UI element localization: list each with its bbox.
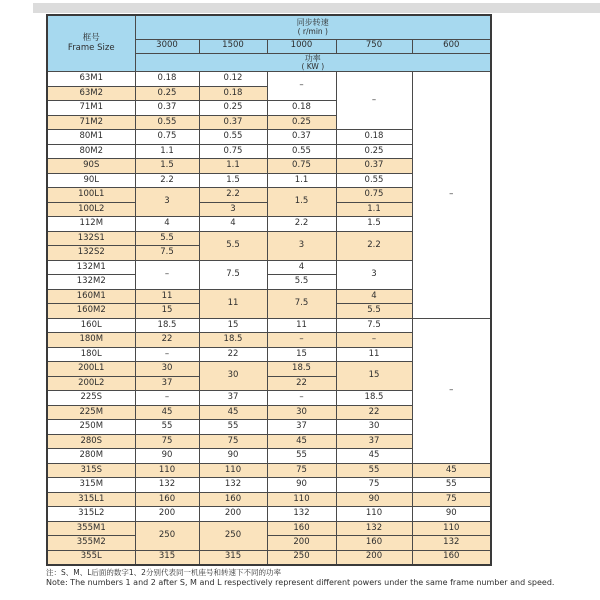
table-row [47, 492, 491, 507]
power-value-cell: 2.2 [199, 188, 267, 203]
table-body [47, 72, 491, 565]
power-value-cell: – [412, 318, 491, 463]
power-value-cell: – [135, 347, 199, 362]
power-value-cell: 5.5 [135, 231, 199, 246]
power-value-cell: 45 [412, 463, 491, 478]
power-value-cell: 132 [267, 507, 336, 522]
frame-size-cell: 100L1 [47, 188, 135, 203]
power-value-cell: 18.5 [267, 362, 336, 377]
frame-size-cell: 90L [47, 173, 135, 188]
power-value-cell: 3 [267, 231, 336, 260]
power-value-cell: 75 [412, 492, 491, 507]
power-value-cell: 0.37 [336, 159, 412, 174]
power-value-cell: 4 [199, 217, 267, 232]
power-value-cell: 0.55 [199, 130, 267, 145]
power-value-cell: 200 [336, 550, 412, 565]
frame-size-cell: 200L1 [47, 362, 135, 377]
frame-size-cell: 250M [47, 420, 135, 435]
power-value-cell: 0.12 [199, 72, 267, 87]
power-value-cell: 250 [135, 521, 199, 550]
power-value-cell: 11 [336, 347, 412, 362]
page-top-strip [33, 3, 600, 13]
frame-size-cell: 280S [47, 434, 135, 449]
power-value-cell: 75 [267, 463, 336, 478]
power-value-cell: 250 [199, 521, 267, 550]
power-value-cell: 90 [412, 507, 491, 522]
power-value-cell: 160 [336, 536, 412, 551]
power-header-zh: 功率 [304, 53, 321, 63]
table-header [47, 15, 491, 72]
power-value-cell: 3 [199, 202, 267, 217]
power-value-cell: 22 [199, 347, 267, 362]
power-value-cell: 1.1 [135, 144, 199, 159]
power-value-cell: 1.5 [267, 188, 336, 217]
note-english: Note: The numbers 1 and 2 after S, M and L respectively represent different powers under the same frame number and speed. [46, 578, 555, 587]
power-value-cell: 1.5 [199, 173, 267, 188]
power-value-cell: 55 [267, 449, 336, 464]
power-value-cell: 90 [267, 478, 336, 493]
power-value-cell: 37 [135, 376, 199, 391]
power-value-cell: 160 [267, 521, 336, 536]
power-value-cell: 90 [199, 449, 267, 464]
power-value-cell: 55 [135, 420, 199, 435]
frame-size-cell: 315S [47, 463, 135, 478]
power-value-cell: 0.37 [135, 101, 199, 116]
frame-size-column-header [47, 15, 135, 72]
speed-header-unit: ( r/min ) [297, 26, 328, 36]
power-value-cell: – [267, 391, 336, 406]
power-value-cell: 30 [336, 420, 412, 435]
power-value-cell: – [336, 72, 412, 130]
power-value-cell: 200 [199, 507, 267, 522]
frame-size-cell: 315L2 [47, 507, 135, 522]
power-value-cell: – [267, 72, 336, 101]
power-value-cell: 110 [199, 463, 267, 478]
power-value-cell: – [267, 333, 336, 348]
power-header-unit: ( KW ) [301, 61, 325, 71]
table-notes [46, 568, 586, 588]
power-value-cell: 37 [267, 420, 336, 435]
power-value-cell: 5.5 [336, 304, 412, 319]
power-value-cell: 4 [336, 289, 412, 304]
power-value-cell: 1.1 [267, 173, 336, 188]
power-value-cell: 160 [412, 550, 491, 565]
speed-column-header: 600 [412, 39, 491, 53]
frame-size-cell: 180L [47, 347, 135, 362]
frame-size-cell: 132S1 [47, 231, 135, 246]
power-value-cell: 18.5 [199, 333, 267, 348]
frame-size-cell: 315M [47, 478, 135, 493]
motor-power-spec-table [46, 14, 492, 566]
power-value-cell: 315 [199, 550, 267, 565]
table-row [47, 550, 491, 565]
frame-size-cell: 112M [47, 217, 135, 232]
power-value-cell: 0.25 [336, 144, 412, 159]
power-value-cell: 2.2 [267, 217, 336, 232]
power-value-cell: 315 [135, 550, 199, 565]
power-value-cell: 0.55 [336, 173, 412, 188]
power-value-cell: 15 [267, 347, 336, 362]
power-value-cell: 5.5 [199, 231, 267, 260]
frame-size-cell: 160M2 [47, 304, 135, 319]
power-value-cell: 0.75 [135, 130, 199, 145]
power-value-cell: 37 [199, 391, 267, 406]
power-value-cell: 11 [267, 318, 336, 333]
power-value-cell: 45 [199, 405, 267, 420]
power-value-cell: 15 [199, 318, 267, 333]
power-value-cell: 132 [336, 521, 412, 536]
power-value-cell: 0.18 [267, 101, 336, 116]
frame-size-cell: 200L2 [47, 376, 135, 391]
power-value-cell: 3 [135, 188, 199, 217]
power-value-cell: 110 [336, 507, 412, 522]
frame-size-cell: 90S [47, 159, 135, 174]
power-value-cell: 11 [135, 289, 199, 304]
speed-column-header: 1500 [199, 39, 267, 53]
power-value-cell: 1.5 [135, 159, 199, 174]
power-value-cell: 110 [412, 521, 491, 536]
power-value-cell: 37 [336, 434, 412, 449]
table-row [47, 536, 491, 551]
power-value-cell: 0.18 [135, 72, 199, 87]
power-value-cell: 45 [336, 449, 412, 464]
power-value-cell: 18.5 [336, 391, 412, 406]
frame-size-cell: 315L1 [47, 492, 135, 507]
power-header [135, 53, 491, 72]
power-value-cell: 132 [135, 478, 199, 493]
power-value-cell: 45 [135, 405, 199, 420]
power-value-cell: 4 [135, 217, 199, 232]
power-value-cell: 55 [336, 463, 412, 478]
power-value-cell: 55 [199, 420, 267, 435]
power-value-cell: 200 [267, 536, 336, 551]
power-value-cell: 2.2 [336, 231, 412, 260]
power-value-cell: – [135, 260, 199, 289]
frame-size-cell: 80M2 [47, 144, 135, 159]
power-value-cell: 11 [199, 289, 267, 318]
table-row [47, 507, 491, 522]
frame-size-cell: 63M1 [47, 72, 135, 87]
frame-size-cell: 71M1 [47, 101, 135, 116]
table-row [47, 318, 491, 333]
frame-size-cell: 132M2 [47, 275, 135, 290]
power-value-cell: 0.75 [267, 159, 336, 174]
power-value-cell: 75 [336, 478, 412, 493]
power-value-cell: 0.37 [199, 115, 267, 130]
power-value-cell: 4 [267, 260, 336, 275]
frame-size-cell: 355M1 [47, 521, 135, 536]
frame-header-zh: 框号 [82, 32, 100, 43]
power-value-cell: – [336, 333, 412, 348]
frame-size-cell: 280M [47, 449, 135, 464]
table-row [47, 463, 491, 478]
power-value-cell: 160 [135, 492, 199, 507]
power-value-cell: 0.25 [135, 86, 199, 101]
power-value-cell: 0.75 [336, 188, 412, 203]
frame-size-cell: 132M1 [47, 260, 135, 275]
frame-size-cell: 355M2 [47, 536, 135, 551]
power-value-cell: 200 [135, 507, 199, 522]
frame-size-cell: 71M2 [47, 115, 135, 130]
frame-size-cell: 180M [47, 333, 135, 348]
speed-column-header: 3000 [135, 39, 199, 53]
power-value-cell: 15 [135, 304, 199, 319]
frame-header-en: Frame Size [67, 42, 115, 53]
power-value-cell: 75 [135, 434, 199, 449]
power-value-cell: 7.5 [336, 318, 412, 333]
power-value-cell: 1.5 [336, 217, 412, 232]
frame-size-cell: 63M2 [47, 86, 135, 101]
power-value-cell: 45 [267, 434, 336, 449]
speed-column-header: 750 [336, 39, 412, 53]
table-row [47, 521, 491, 536]
power-value-cell: 2.2 [135, 173, 199, 188]
power-value-cell: 7.5 [267, 289, 336, 318]
power-value-cell: 90 [336, 492, 412, 507]
header-row-speed-title [47, 15, 491, 39]
frame-size-cell: 100L2 [47, 202, 135, 217]
power-value-cell: 15 [336, 362, 412, 391]
power-value-cell: 5.5 [267, 275, 336, 290]
power-value-cell: – [412, 72, 491, 319]
power-value-cell: 160 [199, 492, 267, 507]
note-chinese: 注：S、M、L后面的数字1、2分别代表同一机座号和转速下不同的功率 [46, 568, 281, 577]
power-value-cell: 22 [336, 405, 412, 420]
speed-header-zh: 同步转速 [296, 18, 329, 28]
power-value-cell: 110 [267, 492, 336, 507]
power-value-cell: 250 [267, 550, 336, 565]
power-value-cell: 0.18 [199, 86, 267, 101]
power-value-cell: 30 [135, 362, 199, 377]
power-value-cell: 110 [135, 463, 199, 478]
frame-size-cell: 80M1 [47, 130, 135, 145]
power-value-cell: 0.55 [267, 144, 336, 159]
power-value-cell: 75 [199, 434, 267, 449]
power-value-cell: 90 [135, 449, 199, 464]
frame-size-cell: 225S [47, 391, 135, 406]
power-value-cell: 7.5 [135, 246, 199, 261]
frame-size-cell: 132S2 [47, 246, 135, 261]
power-value-cell: 22 [135, 333, 199, 348]
power-value-cell: 1.1 [336, 202, 412, 217]
power-value-cell: 30 [267, 405, 336, 420]
power-value-cell: 0.18 [336, 130, 412, 145]
power-value-cell: 7.5 [199, 260, 267, 289]
frame-size-cell: 225M [47, 405, 135, 420]
power-value-cell: 55 [412, 478, 491, 493]
power-value-cell: 0.37 [267, 130, 336, 145]
power-value-cell: 0.25 [199, 101, 267, 116]
power-value-cell: 30 [199, 362, 267, 391]
frame-size-cell: 160L [47, 318, 135, 333]
frame-size-cell: 355L [47, 550, 135, 565]
power-value-cell: 0.75 [199, 144, 267, 159]
power-value-cell: 1.1 [199, 159, 267, 174]
synchronous-speed-header [135, 15, 491, 39]
power-value-cell: 3 [336, 260, 412, 289]
table-row [47, 72, 491, 87]
frame-size-cell: 160M1 [47, 289, 135, 304]
table-row [47, 478, 491, 493]
power-value-cell: 22 [267, 376, 336, 391]
power-value-cell: 132 [199, 478, 267, 493]
power-value-cell: 132 [412, 536, 491, 551]
power-value-cell: 0.25 [267, 115, 336, 130]
speed-column-header: 1000 [267, 39, 336, 53]
power-value-cell: – [135, 391, 199, 406]
power-value-cell: 18.5 [135, 318, 199, 333]
power-value-cell: 0.55 [135, 115, 199, 130]
